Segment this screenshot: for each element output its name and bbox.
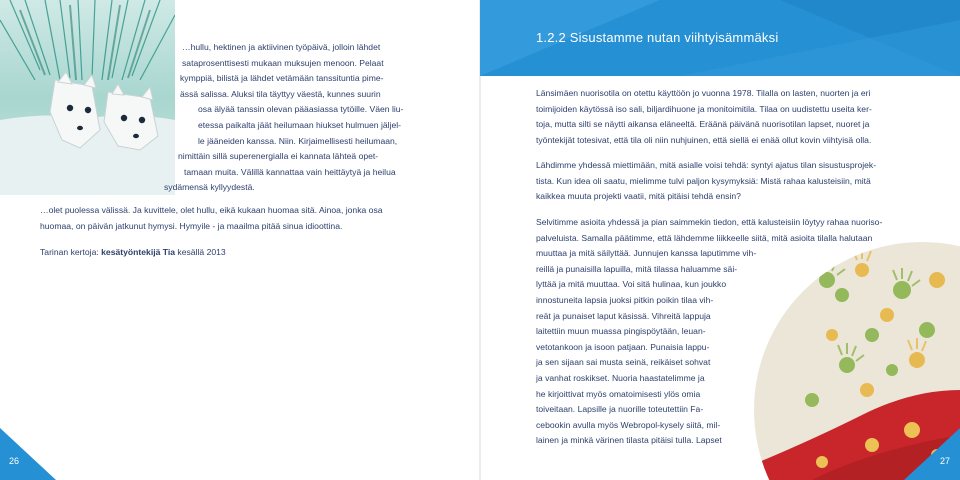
- story-line: …hullu, hektinen ja aktiivinen työpäivä, jolloin lähdet: [182, 42, 381, 52]
- page-number-right: 27: [940, 456, 951, 466]
- body-line: kaikkea muuta projekti vaatii, mitä pitäisi tehdä ensin?: [536, 191, 741, 202]
- body-line: toja, mutta silti se näytti aikansa eläneeltä. Eräänä päivänä nuorisotilan lapset, nuoret ja: [536, 119, 870, 130]
- page-corner-left: [0, 428, 60, 480]
- credit-suffix: kesällä 2013: [175, 247, 226, 257]
- body-line: innostuneita lapsia juoksi pitkin poikin tilaa vih-: [536, 294, 714, 305]
- body-line: palveluista. Samalla päätimme, että lähdemme liikkeelle siitä, mitä asioita tilalla halutaan: [536, 232, 873, 243]
- story-line: kymppiä, bilistä ja lähdet vetämään tanssituntia pime-: [180, 73, 384, 84]
- body-line: reillä ja punaisilla lapuilla, mitä tilassa haluamme säi-: [536, 263, 738, 274]
- body-line: lainen ja minkä värinen tilasta pitäisi tulla. Lapset: [536, 435, 722, 446]
- paper-bears-photo: [0, 0, 175, 195]
- story-ending: [40, 203, 383, 234]
- body-line: Länsimäen nuorisotila on otettu käyttöön jo vuonna 1978. Tilalla on lasten, nuorten ja eri: [536, 88, 871, 98]
- body-line: toiveitaan. Lapsille ja nuorille toteutettiin Fa-: [536, 404, 704, 415]
- story-line: ässä salissa. Aluksi tila täyttyy väestä, kunnes suurin: [180, 88, 381, 99]
- story-line: tamaan muita. Välillä kannattaa vain heittäytyä ja heilua: [184, 166, 396, 177]
- body-line: Selvitimme asioita yhdessä ja pian saimmekin tiedon, että kalusteisiin löytyy rahaa nuoriso-: [536, 217, 883, 227]
- right-page: [480, 0, 960, 480]
- page-number-left: 26: [9, 456, 20, 466]
- credit-prefix: Tarinan kertoja:: [40, 247, 102, 257]
- body-line: ja sen sijaan sai musta seinä, reikäiset sohvat: [536, 357, 711, 368]
- story-line: huomaa, on päivän jatkunut hymysi. Hymyile - ja maailma pitää sinua idioottina.: [40, 220, 343, 231]
- story-line: sydämensä kyllyydestä.: [164, 182, 255, 193]
- body-line: reät ja punaiset laput käsissä. Vihreitä lappuja: [536, 310, 711, 321]
- story-credit: [40, 247, 226, 257]
- story-line: nimittäin sillä superenergialla ei kannata lähteä opet-: [178, 151, 379, 162]
- story-line: le jääneiden kanssa. Niin. Kirjaimellisesti heilumaan,: [198, 135, 398, 146]
- section-heading: 1.2.2 Sisustamme nutan viihtyisämmäksi: [536, 30, 779, 45]
- body-line: laitettiin muun muassa pingispöytään, leuan-: [536, 326, 706, 337]
- paper-bears-image: [0, 0, 175, 195]
- body-line: vetotankoon ja isoon patjaan. Punaisia lappu-: [536, 341, 710, 352]
- body-line: tista. Kun idea oli saatu, mielimme tulvi paljon kysymyksiä: Mistä rahaa kalusteisiin, mitä: [536, 175, 871, 186]
- body-line: muuttaa ja mitä säilyttää. Junnujen kanssa laputimme vih-: [536, 248, 757, 259]
- idea-paragraph: [536, 158, 876, 205]
- story-line: …olet puolessa välissä. Ja kuvittele, olet hullu, eikä kukaan huomaa sitä. Ainoa, jonka osa: [40, 205, 383, 215]
- story-line: etessa paikalta jäät heilumaan hiukset hulmuen jäljel-: [198, 120, 402, 130]
- body-line: lyttää ja mitä muuttaa. Voi sitä hulinaa, kun joukko: [536, 279, 727, 290]
- story-line: osa älyää tanssin olevan pääasiassa tytöille. Väen liu-: [198, 104, 404, 115]
- credit-name: kesätyöntekijä Tia: [101, 247, 176, 257]
- body-line: Lähdimme yhdessä miettimään, mitä asialle voisi tehdä: syntyi ajatus tilan sisustusprojek-: [536, 160, 877, 170]
- body-line: toimijoiden käytössä iso sali, biljardihuone ja monitoimitila. Tilaa on uudistettu useita ker-: [536, 103, 872, 114]
- body-line: työntekijät totesivat, että tila oli niin nuhjuinen, että siellä ei enää ollut kovin viihtyisä olla.: [536, 134, 872, 145]
- intro-paragraph: [536, 86, 872, 148]
- page-corner-right: [900, 428, 960, 480]
- body-line: ja vanhat roskikset. Nuoria haastatelimme ja: [536, 372, 705, 383]
- body-line: cebookin avulla myös Webropol-kysely siitä, mil-: [536, 419, 721, 430]
- story-line: sataprosenttisesti mukaan muksujen menoon. Pelaat: [182, 57, 384, 68]
- body-line: he kirjoittivat myös omatoimisesti ylös omia: [536, 388, 701, 399]
